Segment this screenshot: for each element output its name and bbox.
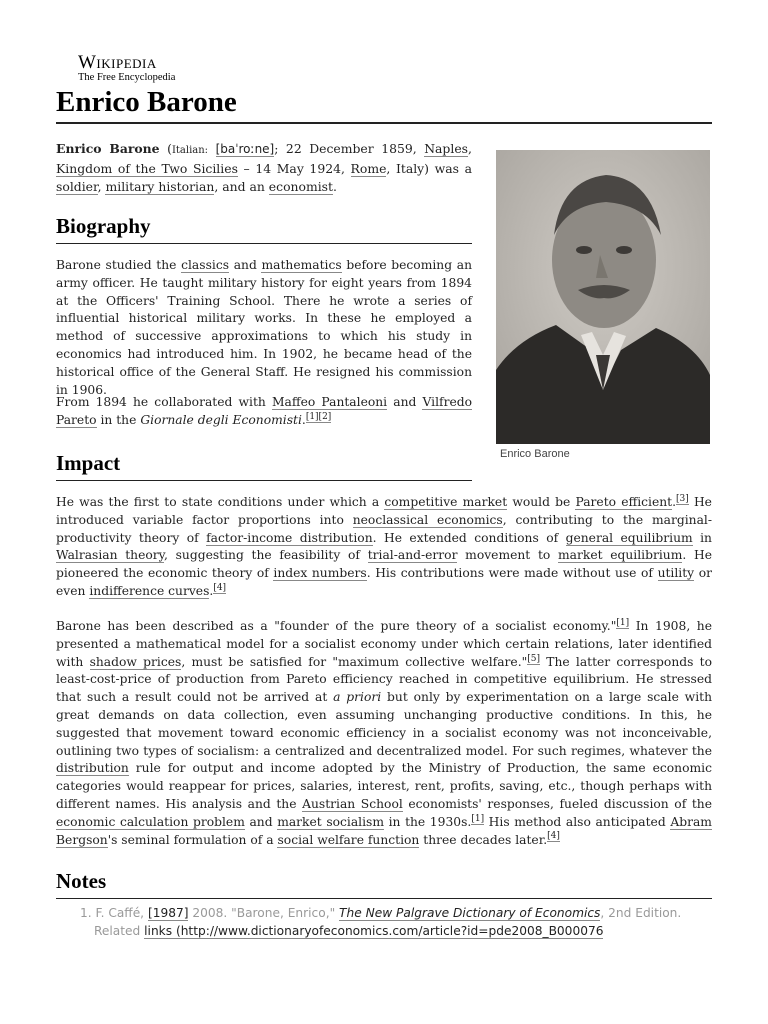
link-austrian-school[interactable]: Austrian School [302, 796, 403, 811]
portrait-drawing [496, 150, 710, 444]
ref-4[interactable]: [4] [213, 582, 227, 593]
lead-paragraph: Enrico Barone (Italian: [baˈroːne]; 22 December 1859, Naples, Kingdom of the Two Sicilies – 14 May 1924, Rome, Italy) was a soldier, military historian, and an economist. [56, 141, 472, 194]
wikipedia-logo[interactable] [78, 52, 175, 83]
lead-text: , Italy) was a [386, 161, 472, 176]
link-mathematics[interactable]: mathematics [261, 258, 342, 272]
text: He introduced variable factor proportions into [56, 495, 712, 527]
note-year-link[interactable]: [1987] [147, 906, 189, 920]
ref-4b[interactable]: [4] [547, 831, 560, 842]
note-text: F. Caffé, [95, 906, 145, 920]
section-notes: Notes [56, 869, 712, 899]
page-title: Enrico Barone [56, 86, 712, 124]
text: in the [100, 412, 137, 427]
journal-title: Giornale degli Economisti [140, 412, 302, 427]
link-social-welfare-function[interactable]: social welfare function [277, 832, 420, 847]
text: in [700, 530, 712, 545]
text: before becoming an army officer. He taught military history for eight years from 1894 at the Officers' Training School. There he wrote a series of influential historical military works. In these he employed a method of successive approximations to which his study in economics had introduced him. In 1902, he became head of the historical office of the General Staff. He resigned his commission in 1906. [56, 258, 473, 397]
text: but only by experimentation on a large scale with great demands on data collection, even assuming unchanging productive conditions. In this, he suggested that movement toward economic efficiency in a socialist economy was not inconceivable, outlining two types of socialism: a centralized and decentralized model. For such regimes, whatever the [56, 690, 712, 758]
link-indifference-curves[interactable]: indifference curves [89, 583, 210, 598]
text: . His contributions were made without use of [366, 566, 653, 581]
text: and [249, 814, 273, 829]
link-soldier[interactable]: soldier [56, 179, 98, 194]
logo-tagline: The Free Encyclopedia [78, 72, 176, 83]
lead-text: . [333, 179, 337, 194]
text: in the 1930s. [388, 814, 472, 829]
text: From 1894 he collaborated with [56, 395, 266, 409]
text: , must be satisfied for "maximum collective welfare." [181, 654, 528, 669]
link-index-numbers[interactable]: index numbers [273, 566, 367, 581]
text: and [233, 258, 257, 272]
text: He was the first to state conditions under which a [56, 495, 380, 509]
text: , suggesting the feasibility of [163, 548, 360, 563]
text: In 1908, he presented a mathematical model for a socialist economy under which certain relations, later identified with [56, 619, 712, 669]
text: 's seminal formulation of a [107, 832, 274, 847]
text: . [301, 412, 306, 427]
a-priori-text: a priori [333, 690, 382, 705]
note-item-1 [80, 904, 720, 940]
link-utility[interactable]: utility [657, 566, 695, 581]
link-distribution[interactable]: distribution [56, 761, 129, 776]
link-kingdom[interactable]: Kingdom of the Two Sicilies [56, 161, 238, 176]
lead-text: – 14 May 1924, [237, 161, 345, 176]
ref-1[interactable]: [1] [616, 617, 630, 628]
link-walrasian-theory[interactable]: Walrasian theory [56, 548, 164, 563]
subject-name: Enrico Barone [56, 141, 160, 156]
lead-text: , [468, 141, 472, 156]
text: three decades later. [423, 832, 548, 847]
portrait-image[interactable] [496, 150, 710, 444]
link-classics[interactable]: classics [181, 258, 230, 272]
text: or even [56, 566, 712, 598]
text: . He pioneered the economic theory of [56, 548, 712, 581]
link-maffeo-pantaleoni[interactable]: Maffeo Pantaleoni [271, 395, 388, 409]
portrait-caption: Enrico Barone [500, 448, 570, 460]
link-market-equilibrium[interactable]: market equilibrium [558, 548, 683, 563]
text: would be [512, 495, 571, 509]
link-shadow-prices[interactable]: shadow prices [89, 654, 182, 669]
text: movement to [465, 548, 551, 563]
ref-1b[interactable]: [1] [471, 813, 485, 824]
text: The latter corresponds to least-cost-price of production from Pareto efficiency reached in competitive equilibrium. He stressed that such a result could not be arrived at [56, 654, 712, 705]
link-trial-and-error[interactable]: trial-and-error [367, 548, 458, 563]
logo-wordmark: Wikipedia [78, 52, 157, 73]
section-biography: Biography [56, 214, 472, 244]
link-market-socialism[interactable]: market socialism [277, 814, 385, 829]
section-impact: Impact [56, 451, 472, 481]
note-number: 1. [80, 906, 92, 920]
note-text: , 2nd Edition. Related [94, 906, 682, 938]
lead-text: , [97, 179, 102, 194]
ref-1-2[interactable]: [1][2] [305, 411, 332, 422]
ipa-link[interactable]: [baˈroːne] [215, 142, 275, 156]
link-neoclassical-economics[interactable]: neoclassical economics [352, 512, 503, 527]
link-competitive-market[interactable]: competitive market [384, 495, 508, 509]
impact-paragraph-1 [56, 494, 712, 601]
text: , contributing to the marginal-productivity theory of [56, 512, 713, 545]
link-rome[interactable]: Rome [350, 161, 387, 176]
link-economic-calculation-problem[interactable]: economic calculation problem [56, 814, 245, 829]
link-military-historian[interactable]: military historian [105, 179, 215, 194]
biography-paragraph-1 [56, 257, 472, 399]
ref-3[interactable]: [3] [676, 493, 689, 504]
link-pareto-efficient[interactable]: Pareto efficient [575, 495, 673, 509]
biography-paragraph-2 [56, 394, 472, 430]
text: Barone has been described as a "founder of the pure theory of a socialist economy." [56, 619, 617, 633]
text: . [209, 583, 214, 598]
lead-text: ; 22 December 1859, [274, 141, 417, 156]
link-factor-income-distribution[interactable]: factor-income distribution [206, 530, 373, 545]
note-text: 2008. "Barone, Enrico," [192, 906, 336, 920]
text: economists' responses, fueled discussion of the [408, 796, 712, 811]
note-book-link[interactable]: The New Palgrave Dictionary of Economics [339, 906, 601, 920]
ref-5[interactable]: [5] [527, 653, 541, 664]
lang-label: Italian: [171, 145, 209, 156]
text: rule for output and income adopted by the Ministry of Production, the same economic categories would reappear for prices, salaries, interest, rent, profits, saving, etc., though perhaps with different names. His analysis and the [56, 761, 712, 811]
link-vilfredo-pareto[interactable]: Vilfredo Pareto [56, 395, 472, 427]
text: . He extended conditions of [372, 530, 559, 545]
link-general-equilibrium[interactable]: general equilibrium [565, 530, 693, 545]
text: . [672, 495, 677, 509]
text: Barone studied the [56, 258, 177, 272]
text: His method also anticipated [488, 814, 666, 829]
lead-text: , and an [214, 179, 265, 194]
link-abram-bergson[interactable]: Abram Bergson [56, 814, 712, 847]
impact-paragraph-2 [56, 618, 712, 849]
link-economist[interactable]: economist [268, 179, 334, 194]
text: and [393, 395, 417, 409]
note-links[interactable]: links (http://www.dictionaryofeconomics.com/article?id=pde2008_B000076 [144, 924, 604, 938]
link-naples[interactable]: Naples [424, 141, 469, 156]
notes-list [80, 904, 720, 940]
